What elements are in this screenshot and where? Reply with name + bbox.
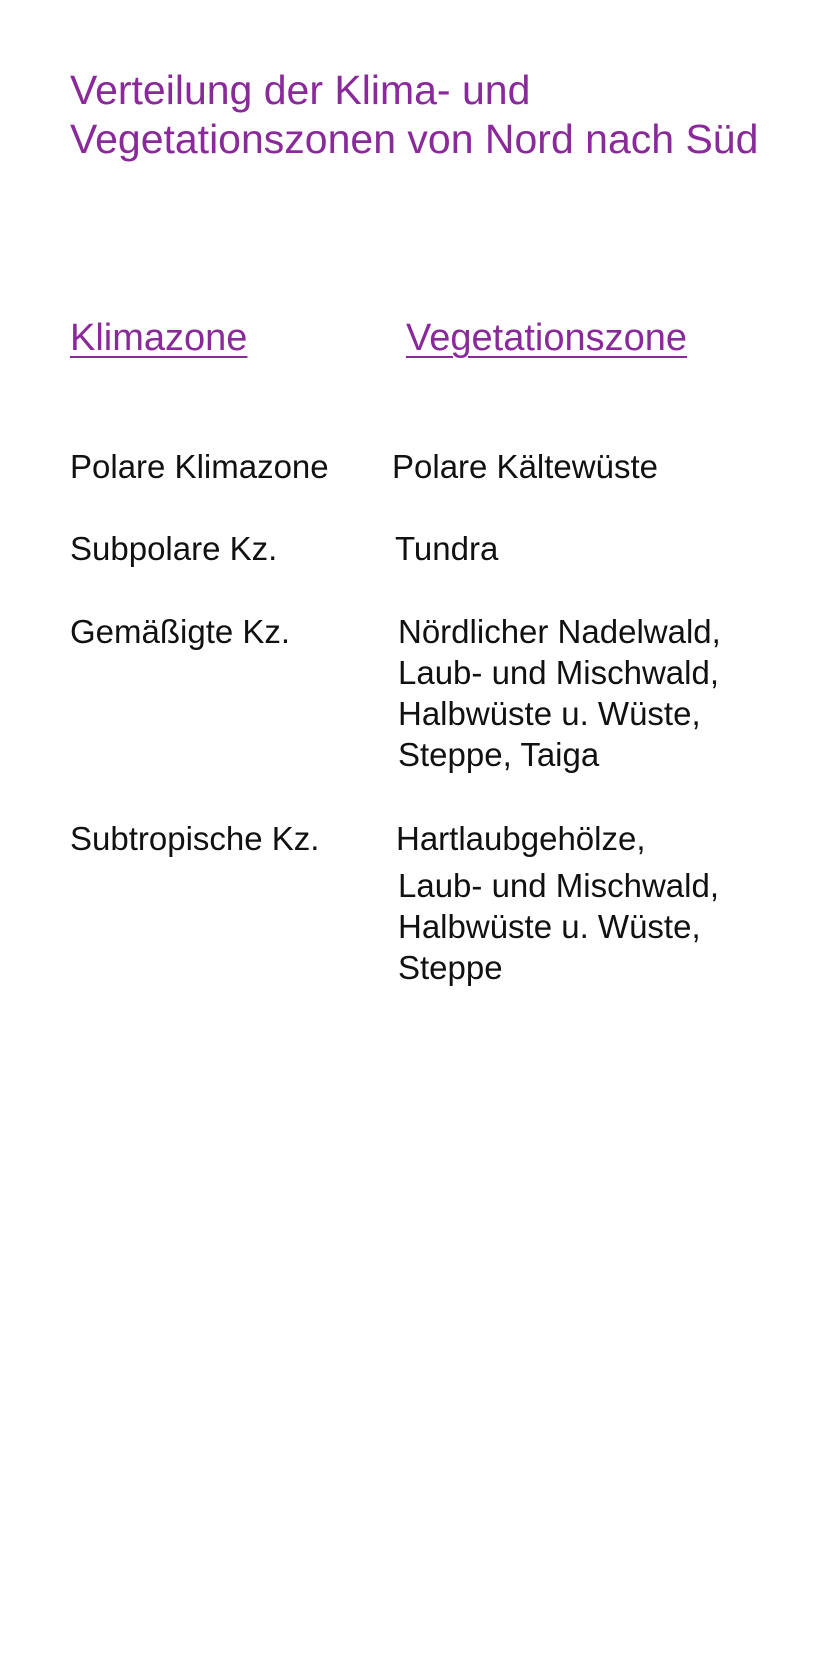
vegetation-line: Steppe, Taiga <box>398 736 600 773</box>
climate-zone-cell: Subtropische Kz. <box>70 820 320 857</box>
vegetation-zone-cell <box>398 818 798 988</box>
column-header-vegetationszone[interactable]: Vegetationszone <box>406 317 688 359</box>
vegetation-zone-cell <box>392 446 792 487</box>
column-header-klimazone[interactable]: Klimazone <box>70 317 248 359</box>
page-title: Verteilung der Klima- und Vegetationszonen von Nord nach Süd <box>70 67 759 162</box>
vegetation-line: Nördlicher Nadelwald, <box>398 613 721 650</box>
vegetation-line: Halbwüste u. Wüste, <box>398 695 701 732</box>
vegetation-zone-cell <box>398 611 798 775</box>
vegetation-zone-cell <box>395 528 795 569</box>
vegetation-line: Hartlaubgehölze, <box>396 820 646 857</box>
vegetation-line: Steppe <box>398 949 503 986</box>
climate-zone-cell: Subpolare Kz. <box>70 530 278 567</box>
vegetation-line: Laub- und Mischwald, <box>398 867 720 904</box>
vegetation-line: Halbwüste u. Wüste, <box>398 908 701 945</box>
climate-zone-cell: Polare Klimazone <box>70 448 329 485</box>
vegetation-line: Laub- und Mischwald, <box>398 654 720 691</box>
vegetation-line: Tundra <box>395 530 499 567</box>
climate-zone-cell: Gemäßigte Kz. <box>70 613 291 650</box>
vegetation-line: Polare Kältewüste <box>392 448 658 485</box>
